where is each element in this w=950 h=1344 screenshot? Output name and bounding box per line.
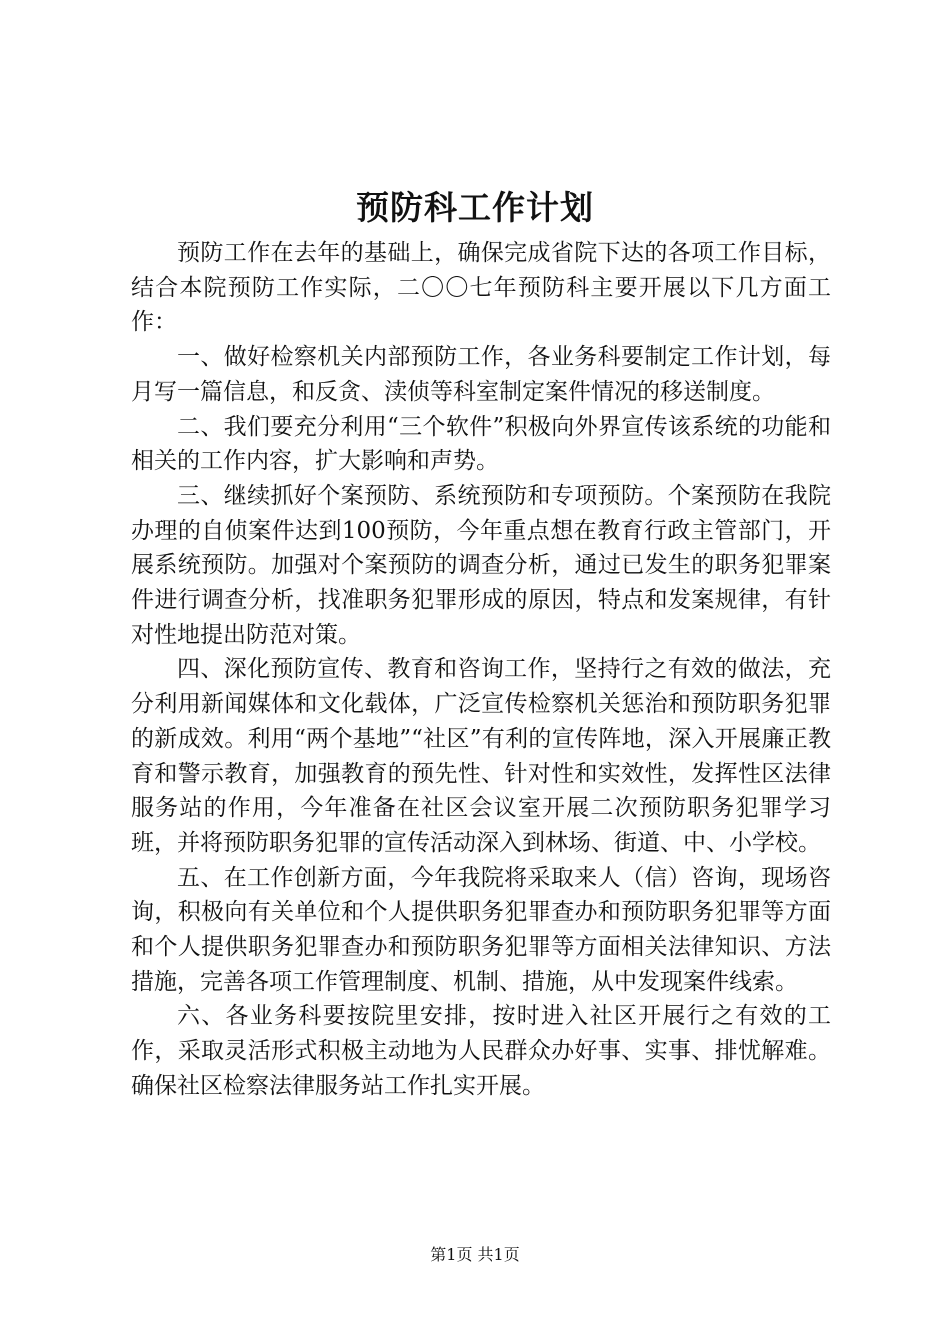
document-title: 预防科工作计划 (356, 188, 594, 227)
paragraph-intro: 预防工作在去年的基础上，确保完成省院下达的各项工作目标，结合本院预防工作实际，二〇〇七年预防科主要开展以下几方面工作： (131, 240, 831, 336)
page-number-footer: 第1页 共1页 (430, 1245, 520, 1264)
paragraph-item-4: 四、深化预防宣传、教育和咨询工作，坚持行之有效的做法，充分利用新闻媒体和文化载体，广泛宣传检察机关惩治和预防职务犯罪的新成效。利用“两个基地”“社区”有利的宣传阵地，深入开展廉正教育和警示教育，加强教育的预先性、针对性和实效性，发挥性区法律服务站的作用，今年准备在社区会议室开展二次预防职务犯罪学习班，并将预防职务犯罪的宣传活动深入到林场、街道、中、小学校。 (131, 656, 831, 856)
document-body (131, 236, 831, 1104)
paragraph-item-2: 二、我们要充分利用“三个软件”积极向外界宣传该系统的功能和相关的工作内容，扩大影响和声势。 (131, 413, 831, 475)
paragraph-item-1: 一、做好检察机关内部预防工作，各业务科要制定工作计划，每月写一篇信息，和反贪、渎侦等科室制定案件情况的移送制度。 (131, 344, 831, 405)
paragraph-item-5: 五、在工作创新方面，今年我院将采取来人（信）咨询，现场咨询，积极向有关单位和个人提供职务犯罪查办和预防职务犯罪等方面和个人提供职务犯罪查办和预防职务犯罪等方面相关法律知识、方法措施，完善各项工作管理制度、机制、措施，从中发现案件线索。 (131, 864, 831, 995)
paragraph-item-3: 三、继续抓好个案预防、系统预防和专项预防。个案预防在我院办理的自侦案件达到100预防，今年重点想在教育行政主管部门，开展系统预防。加强对个案预防的调查分析，通过已发生的职务犯罪案件进行调查分析，找准职务犯罪形成的原因，特点和发案规律，有针对性地提出防范对策。 (131, 482, 831, 648)
paragraph-item-6: 六、各业务科要按院里安排，按时进入社区开展行之有效的工作，采取灵活形式积极主动地为人民群众办好事、实事、排忧解难。确保社区检察法律服务站工作扎实开展。 (131, 1003, 831, 1099)
